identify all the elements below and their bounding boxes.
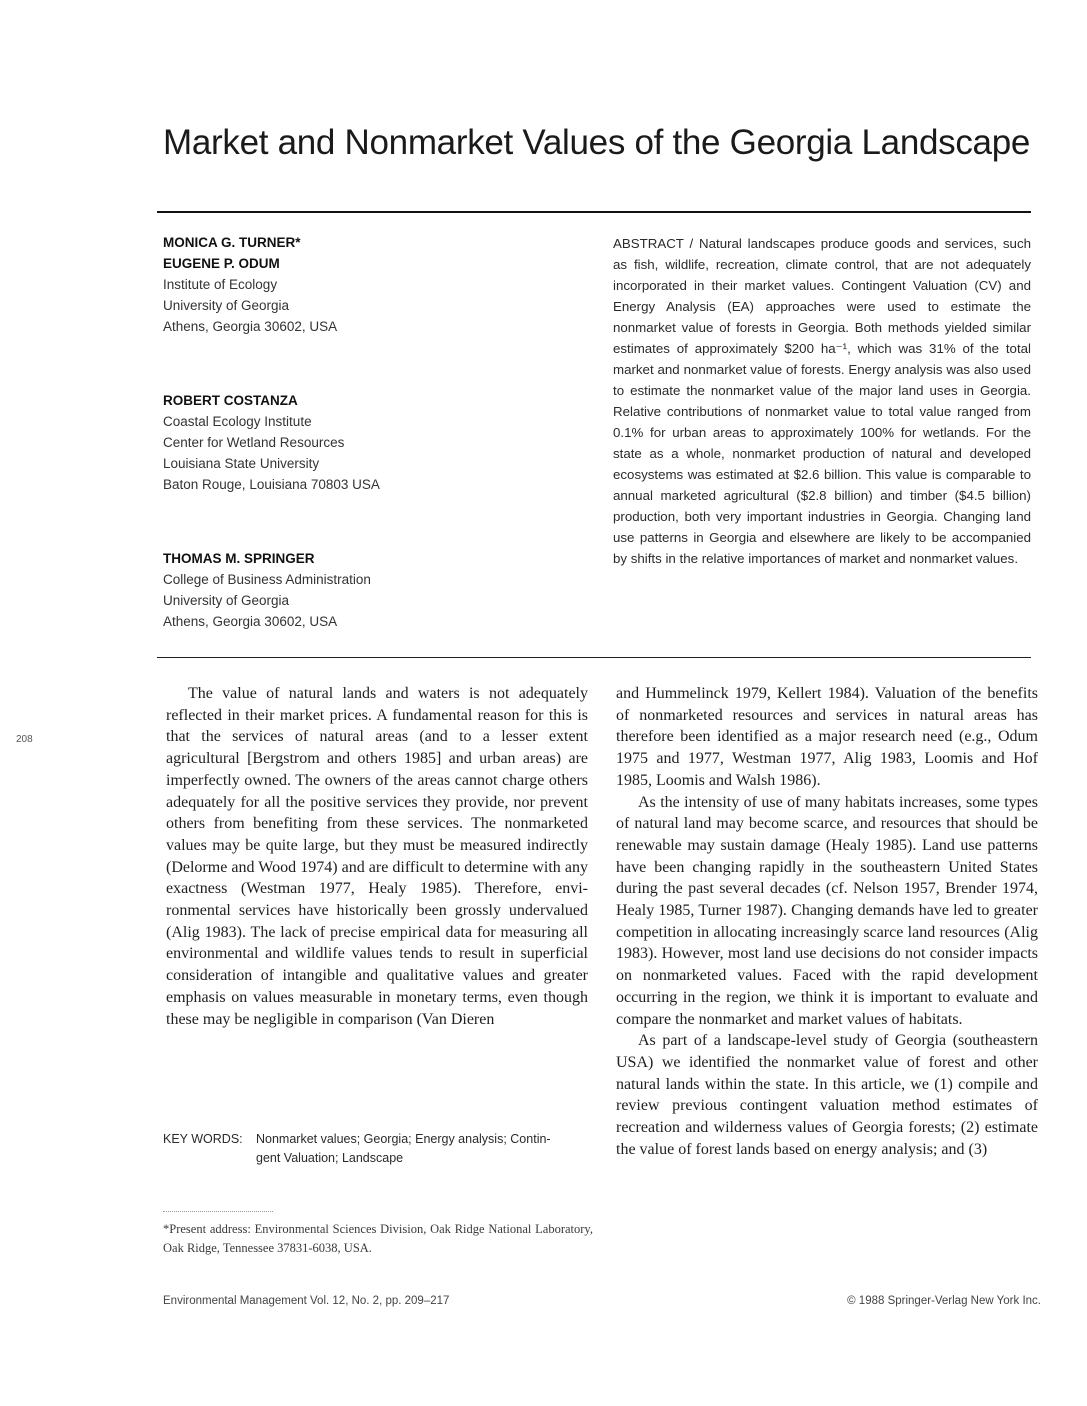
copyright-notice: © 1988 Springer-Verlag New York Inc. [847,1295,1041,1307]
author-block [163,390,583,495]
affiliation-line: Athens, Georgia 30602, USA [163,614,338,629]
affiliation-line: Baton Rouge, Louisiana 70803 USA [163,477,380,492]
body-column-right [616,683,1038,1160]
article-title: Market and Nonmarket Values of the Georgia Landscape [163,123,1031,162]
author-name: THOMAS M. SPRINGER [163,551,315,566]
title-rule [157,211,1031,213]
body-paragraph: and Hummelinck 1979, Kellert 1984). Valuation of the benefits of nonmarketed resources and services in natural areas has therefore been identified as a major research need (e.g., Odum 1975 and 1977, Westman 1977, Alig 1983, Loomis and Hof 1985, Loomis and Walsh 1986). [616,685,1038,789]
body-column-left [166,683,588,1030]
footnote-separator [163,1211,273,1212]
keywords-terms-continued: gent Valuation; Landscape [256,1151,404,1165]
author-name: EUGENE P. ODUM [163,256,280,271]
footnote: *Present address: Environmental Sciences Division, Oak Ridge National Laboratory, Oak Ridge, Tennessee 37831-6038, USA. [163,1222,593,1255]
abstract-text: Natural landscapes produce goods and services, such as fish, wildlife, recreation, climate control, that are not adequately incorporated in their market values. Contingent Valuation (CV) and Energy Analysis (EA) approaches were used to estimate the nonmarket value of forests in Georgia. Both methods yielded similar estimates of approximately $200 ha⁻¹, which was 31% of the total market and nonmarket value of forests. Energy analysis was also used to estimate the nonmarket value of the major land uses in Georgia. Relative contributions of nonmarket value to total value ranged from 0.1% for urban areas to approximately 100% for wetlands. For the state as a whole, nonmarket production of natural and developed ecosystems was estimated at $2.6 billion. This value is comparable to annual marketed agricultural ($2.8 billion) and timber ($4.5 billion) production, both very important industries in Georgia. Changing land use patterns in Georgia and elsewhere are likely to be accompanied by shifts in the relative importances of market and nonmarket values. [613,236,1031,566]
abstract-label: ABSTRACT / [613,236,694,251]
affiliation-line: University of Georgia [163,593,290,608]
affiliation-line: Louisiana State University [163,456,320,471]
affiliation-line: College of Business Administration [163,572,371,587]
author-block [163,232,583,337]
body-paragraph: The value of natural lands and waters is not adequately reflected in their market prices. A fundamental reason for this is that the services of natural areas (and to a lesser extent agricultural [Bergstrom and others 1985] and urban areas) are imperfectly owned. The owners of the areas cannot charge others adequately for all the positive services they provide, nor prevent others from benefiting from these services. The nonmarketed values may be quite large, but they must be measured indirectly (Delorme and Wood 1974) and are difficult to determine with any exactness (Westman 1977, Healy 1985). Therefore, environmental services have historically been grossly undervalued (Alig 1983). The lack of precise empirical data for measuring all environmental and wildlife values tends to result in superficial consideration of intangible and qualitative values and greater emphasis on values measurable in monetary terms, even though these may be negligible in comparison (Van Dieren [166,685,588,1028]
author-name: ROBERT COSTANZA [163,393,298,408]
author-block [163,548,583,632]
affiliation-line: Center for Wetland Resources [163,435,345,450]
section-rule [157,657,1031,658]
abstract [613,233,1031,569]
author-list [163,232,583,685]
affiliation-line: University of Georgia [163,298,290,313]
affiliation-line: Institute of Ecology [163,277,278,292]
margin-page-mark: 208 [16,734,33,745]
affiliation-line: Coastal Ecology Institute [163,414,312,429]
body-paragraph: As the intensity of use of many habitats increases, some types of natural land may become scarce, and resources that should be renewable may sustain damage (Healy 1985). Land use patterns have been changing rapidly in the southeastern United States during the past several decades (cf. Nelson 1957, Brender 1974, Healy 1985, Turner 1987). Changing demands have led to greater competition in allocating increasingly scarce land resources (Alig 1983). However, most land use decisions do not consider impacts on nonmarketed values. Faced with the rapid development occurring in the region, we think it is important to evaluate and compare the nonmarket and market values of habitats. [616,793,1038,1028]
affiliation-line: Athens, Georgia 30602, USA [163,319,338,334]
journal-citation: Environmental Management Vol. 12, No. 2, pp. 209–217 [163,1295,450,1307]
keywords-label: KEY WORDS: [163,1132,243,1146]
keywords [163,1130,593,1168]
body-paragraph: As part of a landscape-level study of Georgia (southeastern USA) we identified the nonmarket value of forest and other natural lands within the state. In this article, we (1) compile and review previous contingent valuation method estimates of recreation and wilderness values of Georgia forests; (2) estimate the value of forest lands based on energy analysis; and (3) [616,1032,1038,1158]
author-name: MONICA G. TURNER* [163,235,301,250]
keywords-terms: Nonmarket values; Georgia; Energy analysis; Contin- [256,1132,551,1146]
